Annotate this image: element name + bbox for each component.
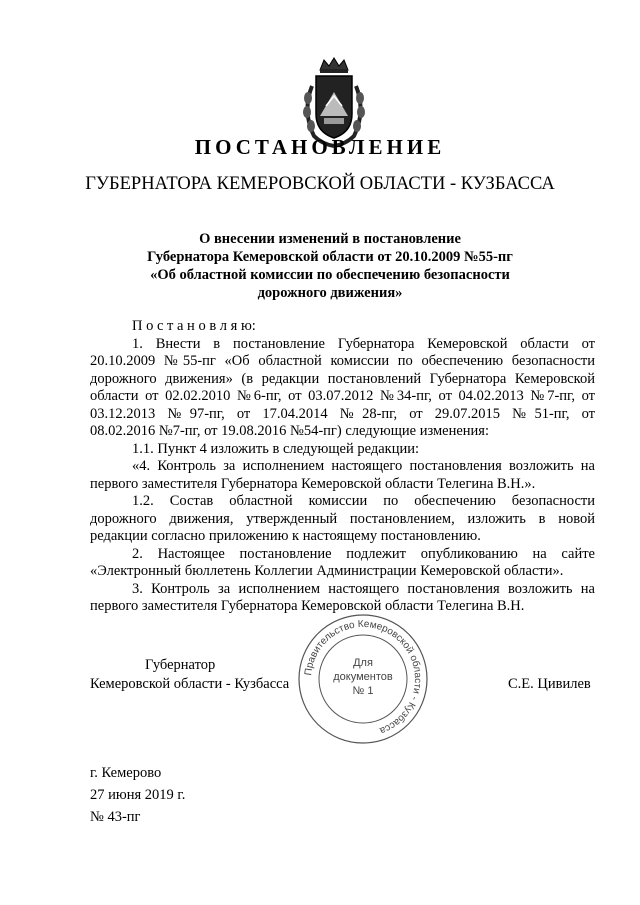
issuer-title: ГУБЕРНАТОРА КЕМЕРОВСКОЙ ОБЛАСТИ - КУЗБАССА xyxy=(85,174,555,194)
body-line: области от 02.02.2010 №6-пг, от 03.07.2012 №34-пг, от 04.02.2013 №7-пг, от xyxy=(90,388,595,404)
date: 27 июня 2019 г. xyxy=(90,787,186,803)
document-body xyxy=(90,318,595,616)
body-line: 1.1. Пункт 4 изложить в следующей редакции: xyxy=(132,440,420,457)
document-number: № 43-пг xyxy=(90,809,141,825)
official-stamp xyxy=(296,612,430,746)
city: г. Кемерово xyxy=(90,765,162,781)
body-line: первого заместителя Губернатора Кемеровской области Телегина В.Н.». xyxy=(90,475,536,492)
body-line: 20.10.2009 №55-пг «Об областной комиссии по обеспечению безопасности xyxy=(90,353,595,369)
body-line: 1.2. Состав областной комиссии по обеспечению безопасности xyxy=(132,493,595,509)
stamp-line: Для xyxy=(353,657,373,669)
body-line: дорожного движения» (в редакции постановлений Губернатора Кемеровской xyxy=(90,370,595,387)
signatory-region: Кемеровской области - Кузбасса xyxy=(90,676,290,692)
body-line: 1. Внести в постановление Губернатора Кемеровской области от xyxy=(132,335,595,352)
body-line: 08.02.2016 №7-пг, от 19.08.2016 №54-пг) следующие изменения: xyxy=(90,423,489,439)
title-line: Губернатора Кемеровской области от 20.10.2009 №55-пг xyxy=(147,249,513,265)
stamp-line: документов xyxy=(333,671,393,683)
body-line: первого заместителя Губернатора Кемеровской области Телегина В.Н. xyxy=(90,598,525,614)
body-line: «Электронный бюллетень Коллегии Администрации Кемеровской области». xyxy=(90,563,564,579)
title-line: дорожного движения» xyxy=(257,285,403,301)
document-footer xyxy=(90,762,185,828)
preamble: П о с т а н о в л я ю: xyxy=(132,318,256,334)
body-line: 03.12.2013 №97-пг, от 17.04.2014 №28-пг, от 29.07.2015 №51-пг, от xyxy=(90,405,595,422)
body-line: «4. Контроль за исполнением настоящего постановления возложить на xyxy=(132,458,595,474)
stamp-ring-text: Правительство Кемеровской области - Кузбасса xyxy=(303,618,424,736)
title-line: О внесении изменений в постановление xyxy=(199,231,461,247)
body-line: дорожного движения, утвержденный постановлением, изложить в новой xyxy=(90,510,595,527)
title-line: «Об областной комиссии по обеспечению безопасности xyxy=(150,267,510,283)
signatory-position: Губернатор xyxy=(145,657,216,673)
body-line: редакции согласно приложению к настоящему постановлению. xyxy=(90,528,481,544)
body-line: 2. Настоящее постановление подлежит опубликованию на сайте xyxy=(132,545,595,562)
body-line: 3. Контроль за исполнением настоящего постановления возложить на xyxy=(132,580,595,597)
signatory-name: С.Е. Цивилев xyxy=(508,676,591,692)
document-type: ПОСТАНОВЛЕНИЕ xyxy=(194,135,446,159)
stamp-line: № 1 xyxy=(352,685,374,697)
document-title xyxy=(120,230,540,302)
